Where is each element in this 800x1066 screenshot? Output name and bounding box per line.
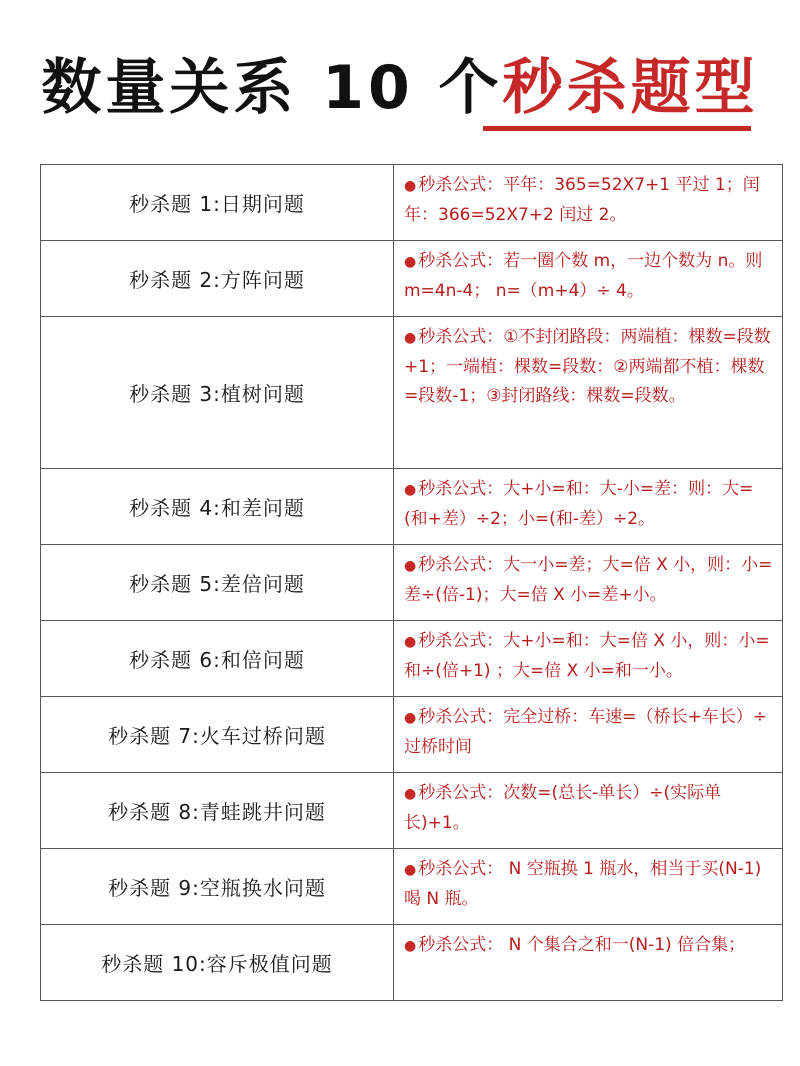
problem-name: 秒杀题 1:日期问题 (41, 165, 394, 241)
formula-text: 秒杀公式：平年：365=52X7+1 平过 1；闰年：366=52X7+2 闰过 2。 (404, 175, 760, 225)
formula-text: 秒杀公式：若一圈个数 m，一边个数为 n。则 m=4n-4； n=（m+4）÷ 4。 (404, 251, 763, 301)
page-title (0, 40, 800, 126)
problem-name: 秒杀题 4:和差问题 (41, 469, 394, 545)
table-row (41, 621, 783, 697)
problem-name: 秒杀题 3:植树问题 (41, 317, 394, 469)
formula-cell (394, 545, 783, 621)
formula-cell (394, 621, 783, 697)
problem-name: 秒杀题 6:和倍问题 (41, 621, 394, 697)
table-row (41, 165, 783, 241)
table-row (41, 925, 783, 1001)
formula-text: 秒杀公式：大+小=和：大-小=差：则：大=(和+差）÷2；小=(和-差）÷2。 (404, 479, 754, 529)
formula-text: 秒杀公式：大+小=和：大=倍 X 小，则：小=和÷(倍+1) ；大=倍 X 小=和一小。 (404, 631, 770, 681)
formula-cell (394, 697, 783, 773)
bullet-icon: ● (404, 178, 417, 194)
formula-cell (394, 773, 783, 849)
formula-cell (394, 849, 783, 925)
title-red: 秒杀题型 (502, 53, 759, 123)
table-row (41, 545, 783, 621)
problem-name: 秒杀题 8:青蛙跳井问题 (41, 773, 394, 849)
bullet-icon: ● (404, 862, 417, 878)
title-underline (483, 126, 751, 131)
problem-name: 秒杀题 5:差倍问题 (41, 545, 394, 621)
formula-text: 秒杀公式：完全过桥：车速=（桥长+车长）÷过桥时间 (404, 707, 767, 757)
table-row (41, 697, 783, 773)
bullet-icon: ● (404, 786, 417, 802)
formula-cell (394, 469, 783, 545)
formula-cell (394, 165, 783, 241)
problem-name: 秒杀题 9:空瓶换水问题 (41, 849, 394, 925)
formula-text: 秒杀公式：大一小=差；大=倍 X 小，则：小=差÷(倍-1)；大=倍 X 小=差+小。 (404, 555, 773, 605)
table-row (41, 469, 783, 545)
bullet-icon: ● (404, 558, 417, 574)
table-row (41, 773, 783, 849)
problem-name: 秒杀题 2:方阵问题 (41, 241, 394, 317)
bullet-icon: ● (404, 938, 417, 954)
bullet-icon: ● (404, 634, 417, 650)
title-black: 数量关系 10 个 (41, 53, 503, 123)
table-row (41, 849, 783, 925)
bullet-icon: ● (404, 330, 417, 346)
formula-cell (394, 241, 783, 317)
formula-text: 秒杀公式：①不封闭路段：两端植：棵数=段数+1；一端植：棵数=段数：②两端都不植：棵数=段数-1；③封闭路线：棵数=段数。 (404, 327, 771, 406)
formula-cell (394, 925, 783, 1001)
formula-text: 秒杀公式： N 空瓶换 1 瓶水，相当于买(N-1)喝 N 瓶。 (404, 859, 762, 909)
formula-text: 秒杀公式： N 个集合之和一(N-1) 倍合集； (418, 935, 746, 955)
problem-name: 秒杀题 10:容斥极值问题 (41, 925, 394, 1001)
table-row (41, 317, 783, 469)
table-row (41, 241, 783, 317)
formula-text: 秒杀公式：次数=(总长-单长）÷(实际单长)+1。 (404, 783, 722, 833)
bullet-icon: ● (404, 710, 417, 726)
bullet-icon: ● (404, 482, 417, 498)
formula-cell (394, 317, 783, 469)
formula-table (40, 164, 783, 1001)
problem-name: 秒杀题 7:火车过桥问题 (41, 697, 394, 773)
bullet-icon: ● (404, 254, 417, 270)
